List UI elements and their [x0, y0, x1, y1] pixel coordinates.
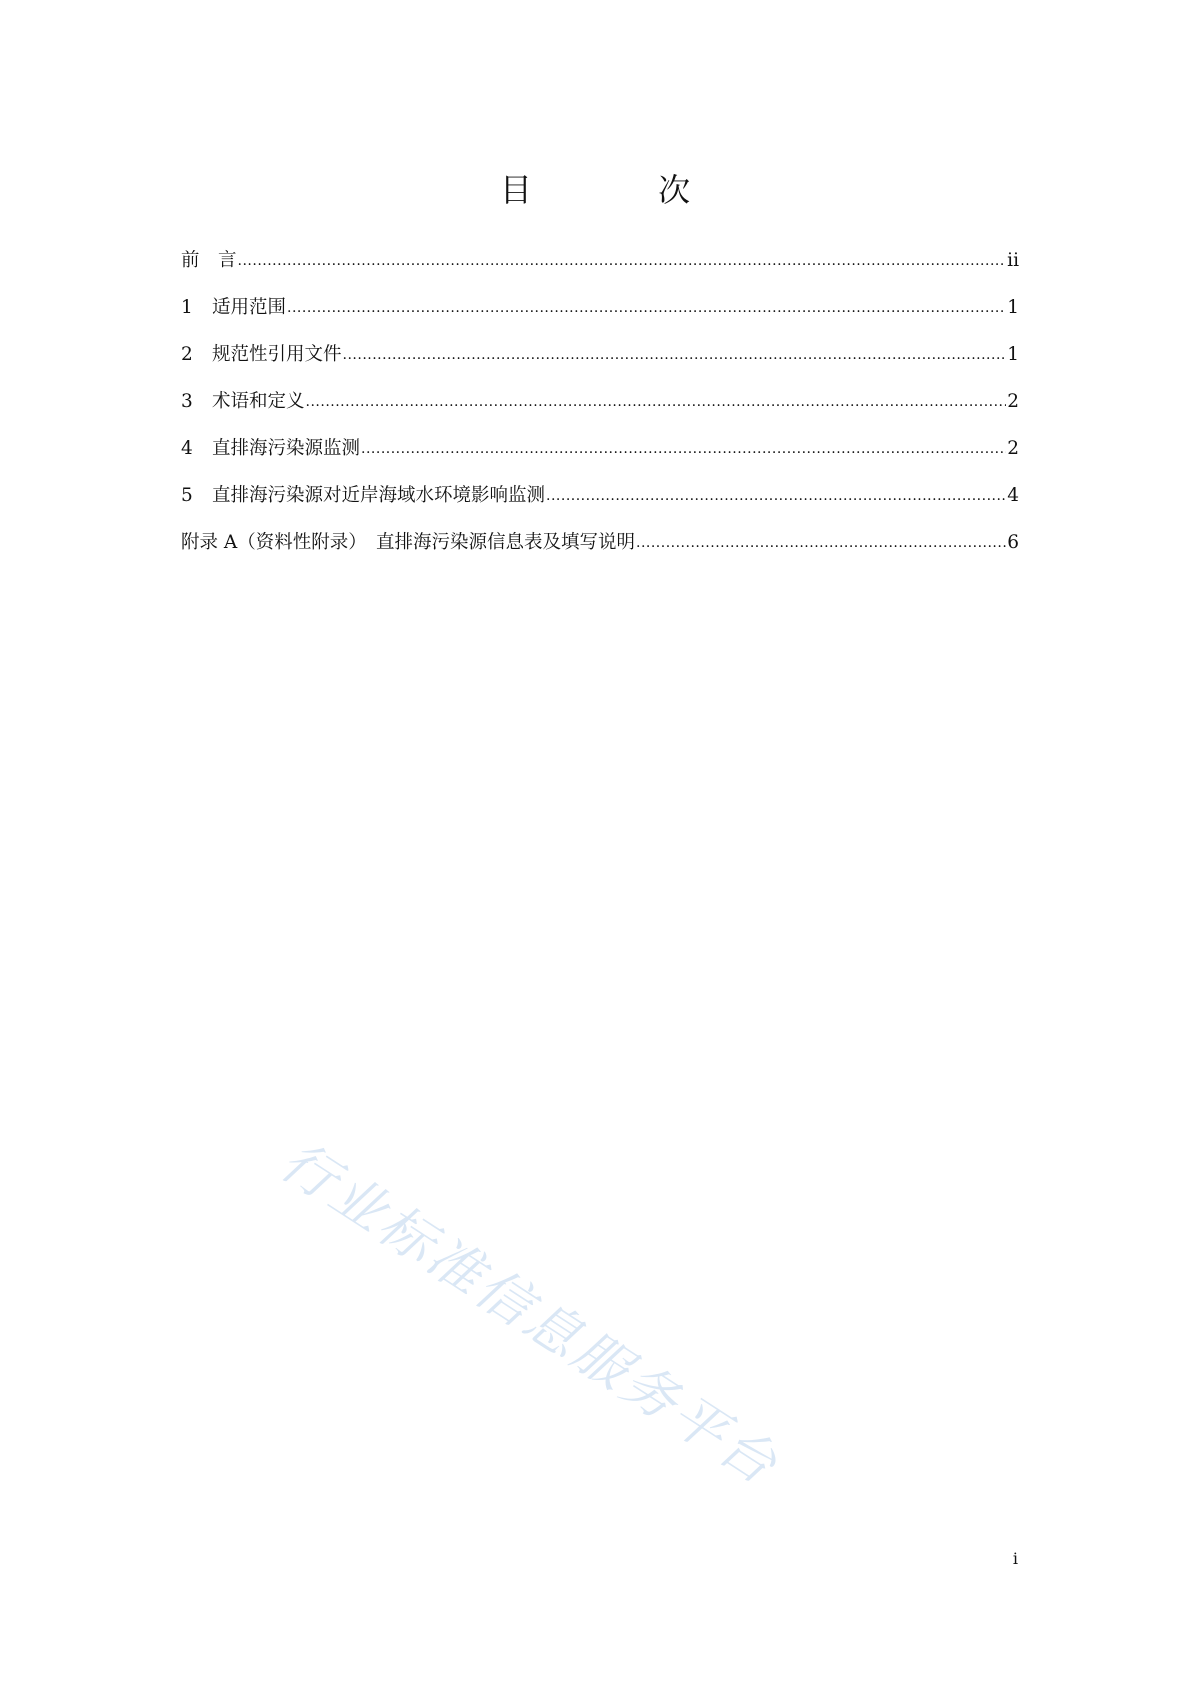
toc-entry-label: 适用范围: [212, 297, 287, 318]
toc-page-number: 4: [1007, 485, 1019, 506]
toc-dot-leader: [238, 246, 1007, 276]
toc-entry-number: 3: [181, 391, 193, 412]
page-title: 目 次: [499, 171, 749, 209]
toc-dot-leader: [636, 528, 1006, 558]
toc-dot-leader: [343, 340, 1007, 370]
toc-page-number: 2: [1007, 391, 1019, 412]
toc-entry-number: 2: [181, 344, 193, 365]
toc-dot-leader: [287, 293, 1006, 323]
toc-page-number: ii: [1007, 250, 1019, 271]
toc-entry-label: 直排海污染源监测: [212, 438, 361, 459]
toc-entry-scope[interactable]: [181, 293, 1019, 340]
toc-page-number: 1: [1007, 297, 1019, 318]
page-number: i: [1012, 1549, 1018, 1568]
watermark: 行业标准信息服务平台: [269, 1129, 791, 1498]
toc-entry-appendix-a[interactable]: [181, 528, 1019, 575]
toc-entry-impact-monitoring[interactable]: [181, 481, 1019, 528]
toc-dot-leader: [361, 434, 1006, 464]
toc-entry-label: 规范性引用文件: [212, 344, 342, 365]
toc-entry-foreword[interactable]: [181, 246, 1019, 293]
toc-page-number: 6: [1007, 532, 1019, 553]
toc-entry-label: 直排海污染源对近岸海域水环境影响监测: [212, 485, 546, 506]
toc-entry-terms-definitions[interactable]: [181, 387, 1019, 434]
toc-entry-source-monitoring[interactable]: [181, 434, 1019, 481]
toc-page-number: 2: [1007, 438, 1019, 459]
toc-entry-label: 附录 A（资料性附录） 直排海污染源信息表及填写说明: [181, 532, 635, 553]
toc-dot-leader: [546, 481, 1006, 511]
toc-entry-number: 5: [181, 485, 193, 506]
toc-dot-leader: [306, 387, 1007, 417]
toc-entry-number: 4: [181, 438, 193, 459]
toc-entry-normative-references[interactable]: [181, 340, 1019, 387]
table-of-contents: [181, 246, 1019, 575]
toc-entry-label: 前 言: [181, 250, 237, 271]
toc-entry-label: 术语和定义: [212, 391, 305, 412]
toc-entry-number: 1: [181, 297, 193, 318]
toc-page-number: 1: [1007, 344, 1019, 365]
